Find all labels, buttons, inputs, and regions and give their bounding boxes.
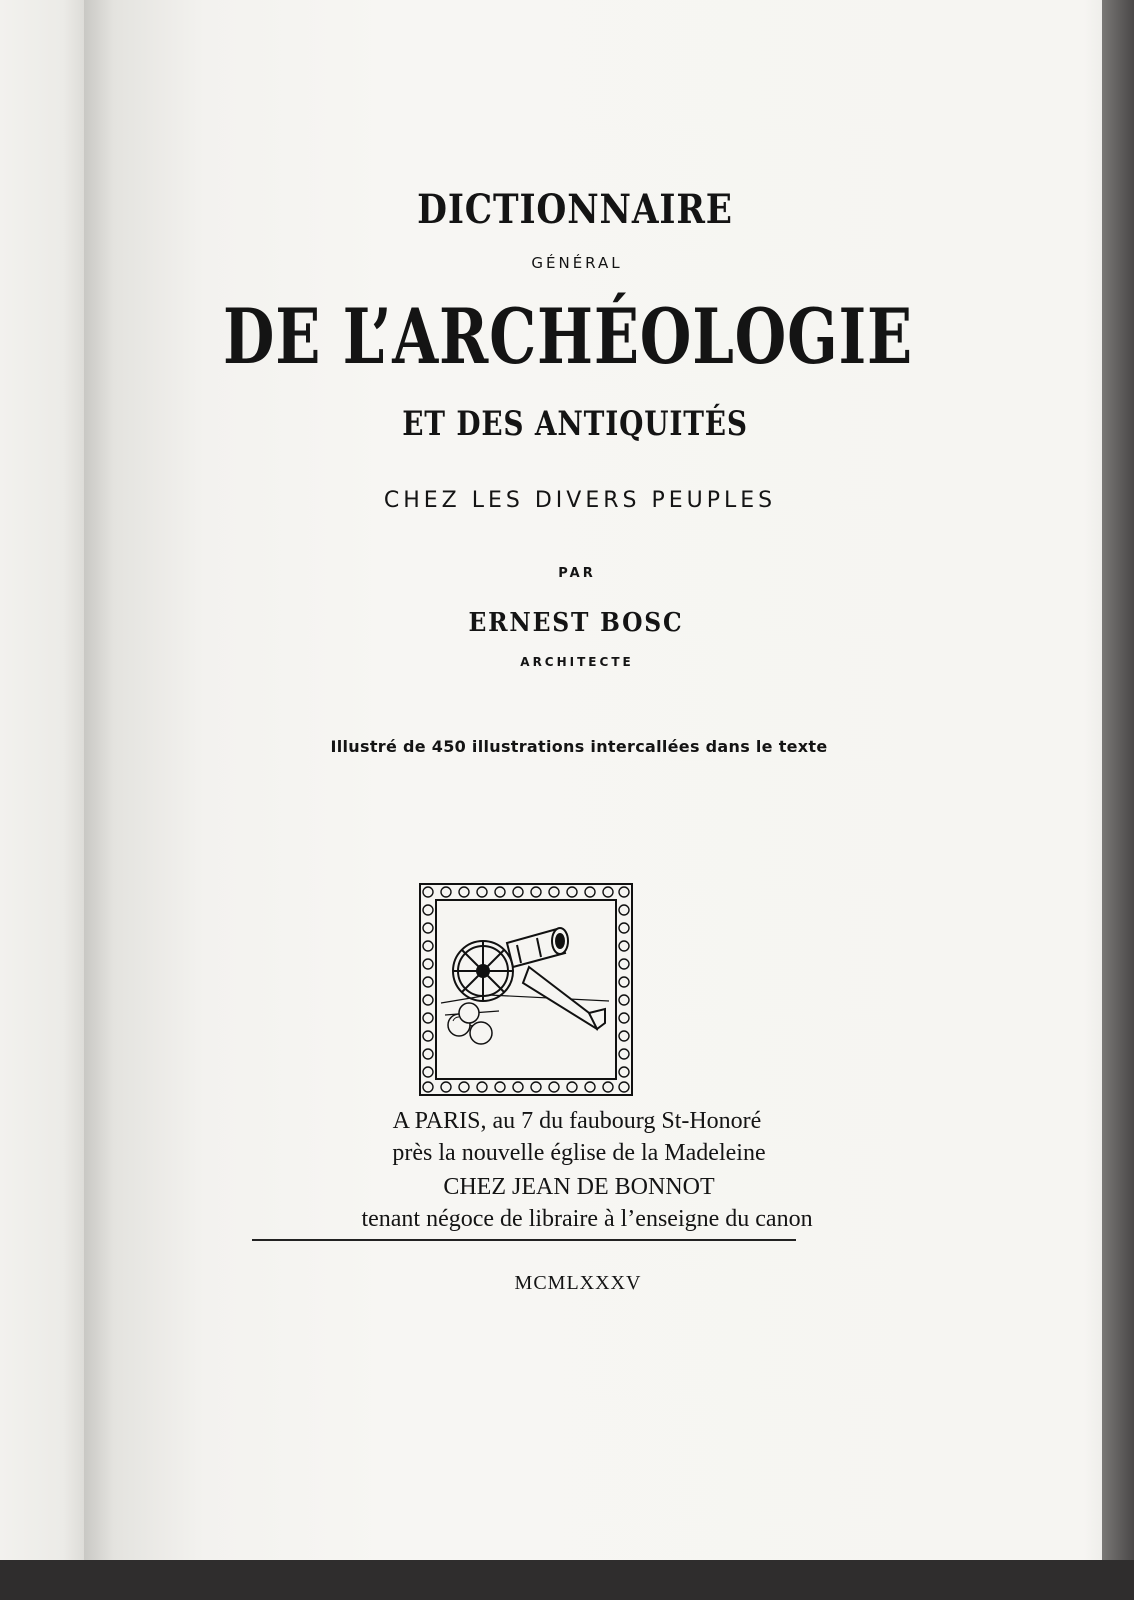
imprint-line-madeleine: près la nouvelle église de la Madeleine — [392, 1140, 766, 1166]
subtitle-antiquites: ET DES ANTIQUITÉS — [402, 404, 748, 444]
by-label: PAR — [558, 566, 596, 581]
imprint-publisher: CHEZ JEAN DE BONNOT — [443, 1174, 715, 1200]
title-page — [84, 0, 1102, 1568]
cannon-icon — [419, 883, 633, 1096]
main-title: DE L’ARCHÉOLOGIE — [223, 292, 913, 381]
illustrations-note: Illustré de 450 illustrations intercallées dans le texte — [330, 737, 828, 756]
imprint-line-negoce: tenant négoce de libraire à l’enseigne du canon — [361, 1206, 813, 1232]
imprint-line-paris: A PARIS, au 7 du faubourg St-Honoré — [392, 1108, 762, 1134]
publication-year: MCMLXXXV — [514, 1272, 642, 1294]
title-line-general: GÉNÉRAL — [531, 254, 623, 272]
title-line-dictionnaire: DICTIONNAIRE — [417, 186, 733, 233]
book-cover-edge — [1102, 0, 1134, 1600]
facing-page-edge — [0, 0, 90, 1560]
author-name: ERNEST BOSC — [468, 608, 684, 638]
imprint-rule — [252, 1239, 796, 1241]
subtitle-peuples: CHEZ LES DIVERS PEUPLES — [383, 488, 777, 513]
author-role: ARCHITECTE — [520, 655, 634, 669]
scan-bottom-edge — [0, 1560, 1134, 1600]
